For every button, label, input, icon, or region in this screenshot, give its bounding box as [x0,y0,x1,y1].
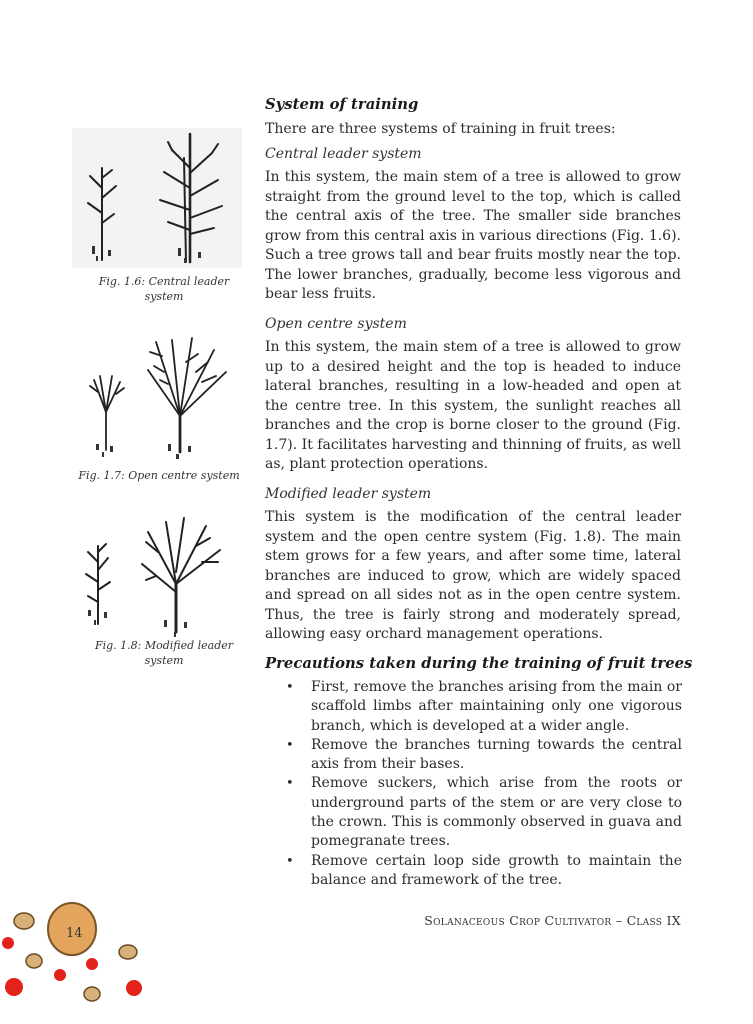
intro-text: There are three systems of training in fruit trees: [265,121,616,137]
precautions-list [286,678,682,890]
precautions-heading: Precautions taken during the training of fruit trees [265,655,693,672]
section-heading: System of training [265,96,419,113]
modified-leader-figure [76,512,242,640]
potato-icon [84,987,100,1001]
running-footer: Solanaceous Crop Cultivator – Class IX [424,913,681,928]
modified-leader-body: This system is the modification of the central leader system and the open centre system (Fig. 1.8). The main stem grows for a few years, and after some time, lateral branches are induced to grow, which are widely spaced and spread on all sides not as in the open centre system. Thus, the tree is fairly strong and moderately spread, allowing easy orchard management operations. [265,509,681,642]
central-leader-title: Central leader system [265,146,422,162]
potato-icon [119,945,137,959]
modified-leader-title: Modified leader system [265,486,432,502]
tomato-icon [2,937,14,949]
fig-1-6-caption: Fig. 1.6: Central leader system [98,275,230,303]
fig-1-7-caption: Fig. 1.7: Open centre system [78,469,240,482]
list-item: • Remove certain loop side growth to maintain the balance and framework of the tree. [286,852,682,891]
open-centre-title: Open centre system [265,316,407,332]
list-item: • Remove suckers, which arise from the roots or underground parts of the stem or are very close to the crown. This is commonly observed in guava and pomegranate trees. [286,774,682,851]
open-centre-figure [76,332,242,462]
fig-1-8-caption: Fig. 1.8: Modified leader system [94,639,234,667]
list-item: • First, remove the branches arising from the main or scaffold limbs after maintaining only one vigorous branch, which is developed at a wider angle. [286,678,682,736]
potato-icon [14,913,34,929]
tomato-icon [126,980,142,996]
potato-icon [26,954,42,968]
tomato-icon [5,978,23,996]
page-number: 14 [66,926,83,941]
central-leader-body: In this system, the main stem of a tree is allowed to grow straight from the ground level to the top, which is called the central axis of the tree. The smaller side branches grow from this central axis in various directions (Fig. 1.6). Such a tree grows tall and bear fruits mostly near the top. The lower branches, gradually, become less vigorous and bear less fruits. [265,169,681,302]
list-item: • Remove the branches turning towards the central axis from their bases. [286,736,682,775]
tomato-icon [54,969,66,981]
vegetables-decoration [0,895,160,1024]
central-leader-figure [72,128,242,268]
open-centre-body: In this system, the main stem of a tree is allowed to grow up to a desired height and the top is headed to induce lateral branches, resulting in a low-headed and open at the centre tree. In this system, the sunlight reaches all branches and the crop is borne closer to the ground (Fig. 1.7). It facilitates harvesting and thinning of fruits, as well as, plant protection operations. [265,339,681,472]
tomato-icon [86,958,98,970]
